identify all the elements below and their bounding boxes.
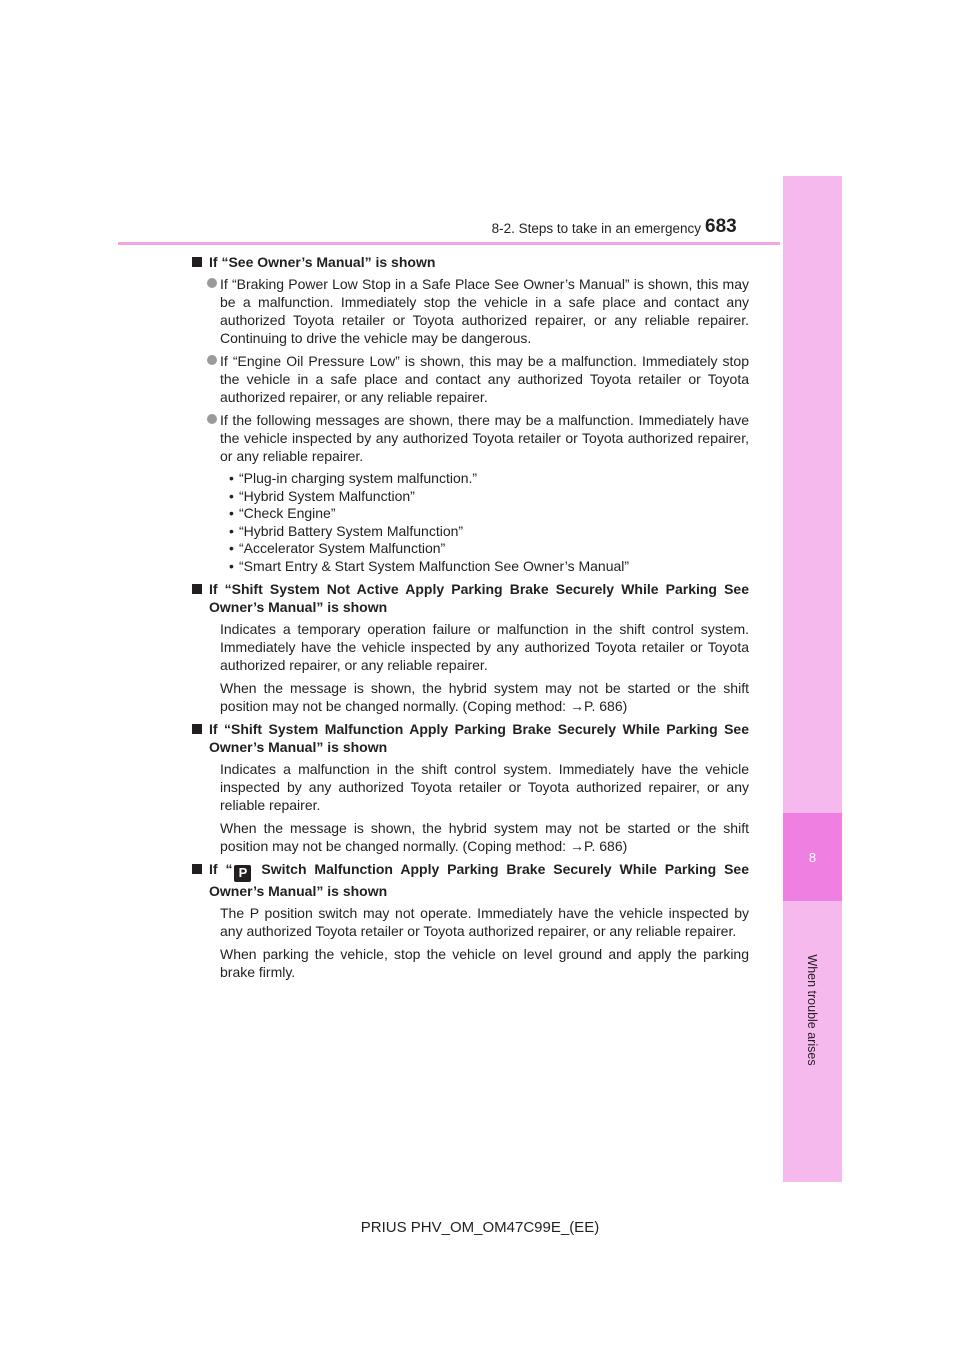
page-number: 683 bbox=[705, 216, 737, 237]
chapter-title: When trouble arises bbox=[805, 954, 819, 1066]
list-item: If “Braking Power Low Stop in a Safe Place See Owner’s Manual” is shown, this may be a malfunction. Immediately stop the vehicle in a safe place and contact any authorized Toyota retailer or Toyota authorized repairer, or any reliable repairer. Continuing to drive the vehicle may be dangerous. bbox=[209, 275, 749, 347]
section-title: 8-2. Steps to take in an emergency bbox=[491, 221, 701, 236]
p-position-switch-icon: P bbox=[234, 865, 251, 882]
square-bullet-icon bbox=[192, 584, 202, 594]
message-item: • “Plug-in charging system malfunction.” bbox=[229, 470, 749, 488]
message-item: • “Hybrid System Malfunction” bbox=[229, 488, 749, 506]
square-bullet-icon bbox=[192, 864, 202, 874]
paragraph: When the message is shown, the hybrid system may not be started or the shift position may not be changed normally. (Coping method: →P. 686) bbox=[220, 820, 749, 854]
message-list bbox=[209, 470, 749, 575]
section-heading: If “ P Switch Malfunction Apply Parking Brake Securely While Parking See Owner’s Manual” is shown bbox=[192, 860, 749, 900]
round-bullet-icon bbox=[207, 278, 217, 288]
round-bullet-icon bbox=[207, 414, 217, 424]
chapter-number: 8 bbox=[808, 849, 817, 865]
header-divider bbox=[118, 242, 780, 245]
section-heading: If “See Owner’s Manual” is shown bbox=[192, 253, 749, 271]
section-heading: If “Shift System Malfunction Apply Parking Brake Securely While Parking See Owner’s Manual” is shown bbox=[192, 720, 749, 756]
paragraph: When parking the vehicle, stop the vehicle on level ground and apply the parking brake firmly. bbox=[220, 945, 749, 980]
list-item: If “Engine Oil Pressure Low” is shown, this may be a malfunction. Immediately stop the vehicle in a safe place and contact any authorized Toyota retailer or Toyota authorized repairer, or any reliable repairer. bbox=[209, 352, 749, 406]
message-item: • “Hybrid Battery System Malfunction” bbox=[229, 523, 749, 541]
chapter-number-tab[interactable] bbox=[783, 813, 842, 901]
page-content bbox=[209, 253, 749, 986]
paragraph: The P position switch may not operate. Immediately have the vehicle inspected by any authorized Toyota retailer or Toyota authorized repairer, or any reliable repairer. bbox=[220, 904, 749, 939]
footer-manual-id: PRIUS PHV_OM_OM47C99E_(EE) bbox=[360, 1219, 600, 1236]
message-item: • “Check Engine” bbox=[229, 505, 749, 523]
round-bullet-icon bbox=[207, 355, 217, 365]
paragraph: Indicates a malfunction in the shift control system. Immediately have the vehicle inspected by any authorized Toyota retailer or Toyota authorized repairer, or any reliable repairer. bbox=[220, 761, 749, 813]
section-heading: If “Shift System Not Active Apply Parking Brake Securely While Parking See Owner’s Manual” is shown bbox=[192, 580, 749, 616]
list-item: If the following messages are shown, there may be a malfunction. Immediately have the vehicle inspected by any authorized Toyota retailer or Toyota authorized repairer, or any reliable repairer. bbox=[209, 411, 749, 465]
message-item: • “Smart Entry & Start System Malfunction See Owner’s Manual” bbox=[229, 558, 749, 576]
square-bullet-icon bbox=[192, 257, 202, 267]
paragraph: When the message is shown, the hybrid system may not be started or the shift position may not be changed normally. (Coping method: →P. 686) bbox=[220, 680, 749, 714]
square-bullet-icon bbox=[192, 724, 202, 734]
paragraph: Indicates a temporary operation failure or malfunction in the shift control system. Immediately have the vehicle inspected by any authorized Toyota retailer or Toyota authorized repairer, or any reliable repairer. bbox=[220, 621, 749, 673]
message-item: • “Accelerator System Malfunction” bbox=[229, 540, 749, 558]
